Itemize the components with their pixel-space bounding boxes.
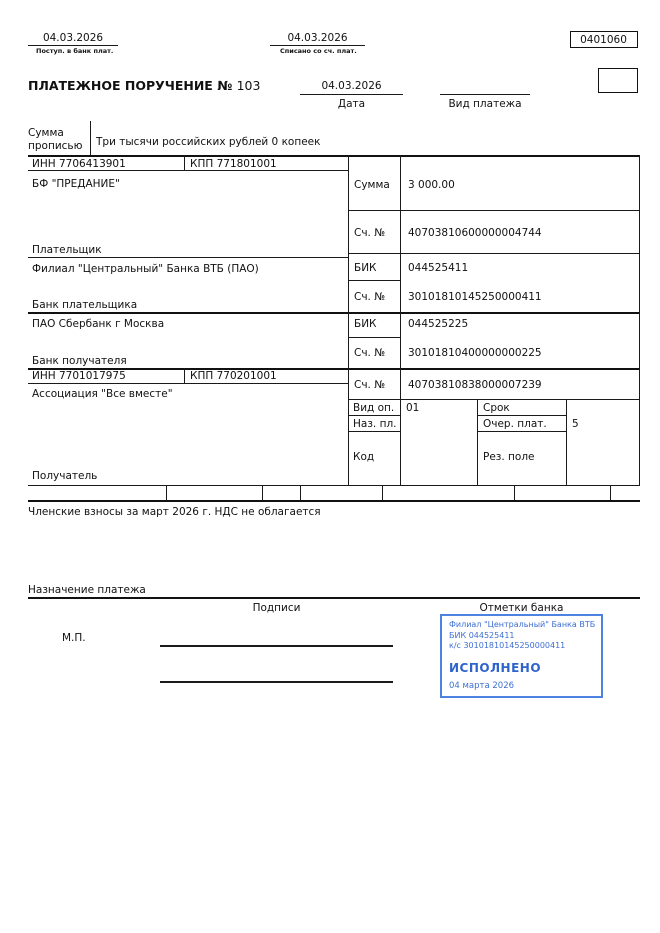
divider	[348, 210, 640, 211]
divider	[90, 121, 91, 155]
divider	[514, 485, 515, 500]
beneficiary-bank-caption: Банк получателя	[32, 355, 127, 367]
divider	[610, 485, 611, 500]
beneficiary-kpp: КПП 770201001	[190, 370, 277, 382]
divider	[348, 253, 640, 254]
document-date: 04.03.2026	[321, 80, 382, 92]
beneficiary-account-label: Сч. №	[354, 379, 386, 391]
code-label: Код	[353, 451, 375, 463]
amount-value: 3 000.00	[408, 179, 455, 191]
divider	[382, 485, 383, 500]
payer-account-label: Сч. №	[354, 227, 386, 239]
stamp-date: 04 марта 2026	[449, 680, 515, 691]
divider	[639, 155, 640, 485]
divider	[400, 155, 401, 485]
beneficiary-bank-name: ПАО Сбербанк г Москва	[32, 318, 165, 330]
form-code-box	[570, 31, 638, 48]
amount-words-label-line1: Сумма	[28, 127, 64, 139]
divider	[28, 597, 640, 599]
divider	[28, 500, 640, 502]
priority-value: 5	[572, 418, 579, 430]
beneficiary-name: Ассоциация "Все вместе"	[32, 388, 173, 400]
purpose-caption: Назначение платежа	[28, 584, 146, 596]
divider	[477, 415, 566, 416]
received-date-caption: Поступ. в банк плат.	[36, 47, 114, 55]
divider	[28, 170, 348, 171]
divider	[348, 415, 400, 416]
naz-pl-label: Наз. пл.	[353, 418, 397, 430]
beneficiary-bank-bik-label: БИК	[354, 318, 377, 330]
signature-line	[160, 681, 393, 683]
divider	[28, 485, 640, 486]
divider	[566, 399, 567, 485]
bank-stamp	[440, 614, 603, 698]
op-type-value: 01	[406, 402, 420, 414]
form-code: 0401060	[580, 34, 627, 46]
amount-words-label-line2: прописью	[28, 140, 83, 152]
signature-line	[160, 645, 393, 647]
beneficiary-inn: ИНН 7701017975	[32, 370, 126, 382]
document-title-text: ПЛАТЕЖНОЕ ПОРУЧЕНИЕ №	[28, 78, 233, 93]
term-label: Срок	[483, 402, 510, 414]
stamp-corr-account: к/с 30101810145250000411	[449, 641, 566, 650]
divider	[440, 94, 530, 95]
divider	[477, 431, 566, 432]
beneficiary-caption: Получатель	[32, 470, 98, 482]
reserve-field-label: Рез. поле	[483, 451, 535, 463]
stamp-bik: БИК 044525411	[449, 630, 515, 640]
divider	[300, 485, 301, 500]
divider	[348, 280, 400, 281]
amount-label: Сумма	[354, 179, 390, 191]
payer-caption: Плательщик	[32, 244, 102, 256]
divider	[477, 399, 478, 485]
beneficiary-bank-bik-value: 044525225	[408, 318, 469, 330]
divider	[28, 155, 640, 157]
payer-bank-caption: Банк плательщика	[32, 299, 138, 311]
payment-type-box	[598, 68, 638, 93]
purpose-text: Членские взносы за март 2026 г. НДС не облагается	[28, 506, 321, 518]
bank-marks-caption: Отметки банка	[479, 602, 564, 614]
divider	[348, 337, 400, 338]
payer-bank-bik-label: БИК	[354, 262, 377, 274]
divider	[166, 485, 167, 500]
divider	[28, 45, 118, 46]
payer-bank-account-label: Сч. №	[354, 291, 386, 303]
divider	[348, 431, 400, 432]
beneficiary-bank-account-value: 30101810400000000225	[408, 347, 542, 359]
signatures-caption: Подписи	[252, 602, 301, 614]
payer-bank-bik-value: 044525411	[408, 262, 469, 274]
stamp-bank-name: Филиал "Центральный" Банка ВТБ	[449, 620, 596, 629]
payer-inn: ИНН 7706413901	[32, 158, 126, 170]
divider	[28, 383, 348, 384]
op-type-label: Вид оп.	[353, 402, 395, 414]
payer-account-value: 40703810600000004744	[408, 227, 542, 239]
divider	[262, 485, 263, 500]
payer-bank-account-value: 30101810145250000411	[408, 291, 542, 303]
divider	[184, 368, 185, 383]
date-caption: Дата	[337, 98, 366, 110]
divider	[28, 257, 348, 258]
debited-date-caption: Списано со сч. плат.	[280, 47, 357, 55]
divider	[348, 155, 349, 485]
payer-bank-name: Филиал "Центральный" Банка ВТБ (ПАО)	[32, 263, 259, 275]
divider	[348, 399, 640, 400]
document-title	[28, 78, 260, 93]
divider	[300, 94, 403, 95]
divider	[184, 155, 185, 170]
divider	[28, 312, 640, 314]
stamp-place-label: М.П.	[62, 632, 86, 644]
stamp-status: ИСПОЛНЕНО	[449, 660, 542, 675]
payer-name: БФ "ПРЕДАНИЕ"	[32, 178, 120, 190]
beneficiary-bank-account-label: Сч. №	[354, 347, 386, 359]
payer-kpp: КПП 771801001	[190, 158, 277, 170]
divider	[270, 45, 365, 46]
received-date: 04.03.2026	[42, 32, 104, 44]
priority-label: Очер. плат.	[483, 418, 547, 430]
payment-type-caption: Вид платежа	[448, 98, 522, 110]
amount-words-value: Три тысячи российских рублей 0 копеек	[96, 136, 321, 148]
beneficiary-account-value: 40703810838000007239	[408, 379, 542, 391]
document-number: 103	[236, 78, 261, 93]
debited-date: 04.03.2026	[287, 32, 348, 44]
